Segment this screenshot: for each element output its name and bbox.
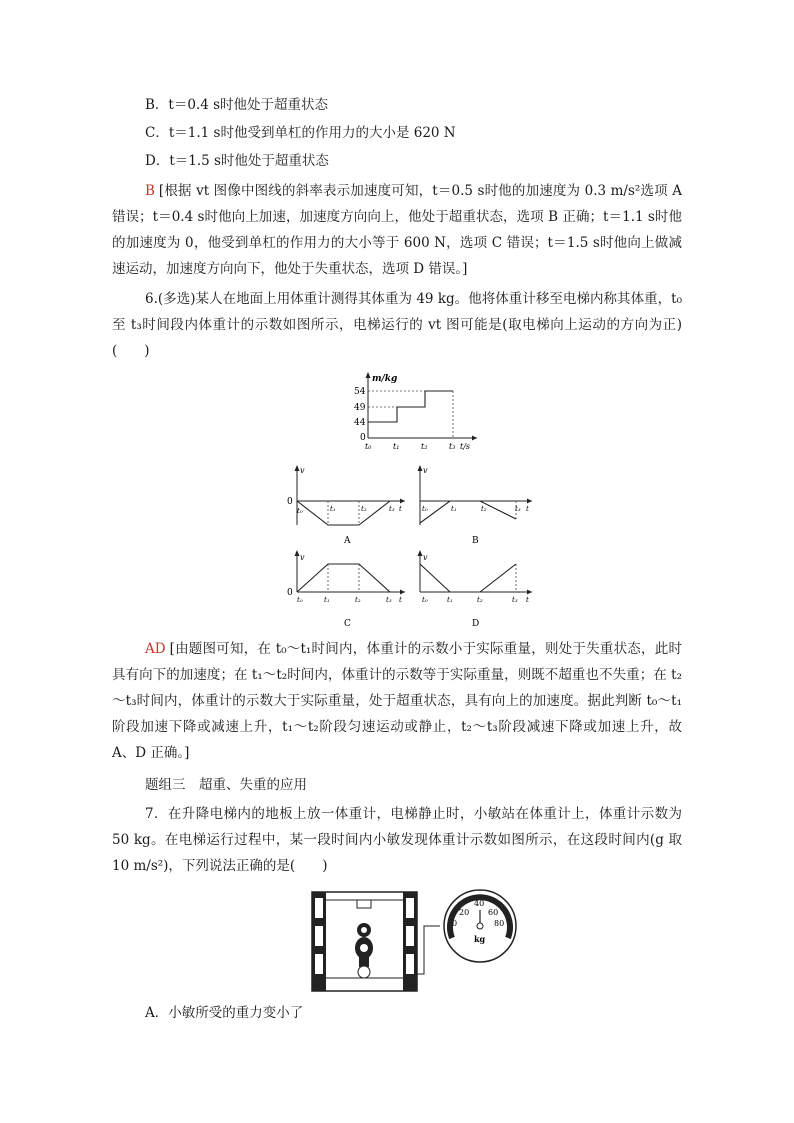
mass-tick-44: 44: [354, 418, 366, 428]
svg-text:t₁: t₁: [330, 505, 336, 513]
answer-letter: B: [145, 183, 155, 199]
svg-text:0: 0: [287, 588, 293, 598]
option-c: C．t＝1.1 s时他受到单杠的作用力的大小是 620 N: [145, 125, 456, 141]
mass-x-tick-t0: t₀: [365, 442, 372, 451]
svg-text:t₀: t₀: [422, 596, 428, 604]
caption-d: D: [472, 619, 480, 629]
question-6-text: 6.(多选)某人在地面上用体重计测得其体重为 49 kg。他将体重计移至电梯内称其体重，t₀至 t₃时间段内体重计的示数如图所示，电梯运行的 vt 图可能是(取电梯向上运动的方向为正)( ): [112, 291, 682, 359]
elevator-scale-figure: [310, 886, 520, 994]
svg-text:t₃: t₃: [515, 505, 521, 513]
question-7-text: 7．在升降电梯内的地板上放一体重计，电梯静止时，小敏站在体重计上，体重计示数为 50 kg。在电梯运行过程中，某一段时间内小敏发现体重计示数如图所示，在这段时间内(g 取 10 m/s²)，下列说法正确的是( ): [112, 806, 682, 874]
person-icon: [355, 923, 373, 967]
mass-time-figure: [352, 368, 482, 453]
vt-graph-c: [283, 548, 408, 630]
svg-text:v: v: [300, 553, 305, 562]
answer-text: [根据 vt 图像中图线的斜率表示加速度可知，t＝0.5 s时他的加速度为 0.3 m/s²选项 A 错误；t＝0.4 s时他向上加速，加速度方向向上，他处于超重状态，选项 B 正确；t＝1.1 s时他的加速度为 0，他受到单杠的作用力的大小等于 600 N，选项 C 错误；t＝1.5 s时他向上做减速运动，加速度方向向下，他处于失重状态，选项 D 错误。]: [112, 183, 682, 277]
svg-text:t₂: t₂: [355, 596, 361, 604]
option-q7-a: A．小敏所受的重力变小了: [145, 1005, 304, 1021]
answer-explanation-q6: [112, 636, 682, 766]
svg-text:t₁: t₁: [324, 596, 330, 604]
answer-explanation-q5: [112, 178, 682, 282]
svg-text:20: 20: [459, 908, 470, 917]
vt-graph-a: [283, 463, 408, 548]
caption-c: C: [344, 619, 351, 629]
answer-letter-q6: AD: [145, 641, 166, 657]
svg-text:t: t: [526, 596, 529, 604]
vt-graph-b: [410, 463, 535, 548]
scale-dial: [444, 890, 516, 962]
svg-text:t₀: t₀: [297, 507, 303, 515]
svg-text:t₃: t₃: [386, 596, 392, 604]
mass-x-axis-label: t/s: [460, 442, 471, 451]
scale-icon: [358, 966, 370, 978]
svg-text:v: v: [423, 553, 428, 562]
svg-text:t₂: t₂: [481, 505, 487, 513]
svg-text:t: t: [399, 596, 402, 604]
mass-tick-0: 0: [360, 433, 366, 443]
vt-graph-d: [410, 548, 535, 630]
svg-text:t₂: t₂: [361, 505, 367, 513]
caption-b: B: [472, 536, 479, 546]
mass-tick-49: 49: [354, 403, 366, 413]
svg-text:t₂: t₂: [477, 596, 483, 604]
mass-tick-54: 54: [354, 387, 366, 397]
mass-x-tick-t3: t₃: [449, 442, 456, 451]
mass-x-tick-t1: t₁: [393, 442, 400, 451]
mass-x-tick-t2: t₂: [421, 442, 428, 451]
svg-text:80: 80: [494, 919, 505, 928]
svg-text:t₃: t₃: [512, 596, 518, 604]
caption-a: A: [344, 536, 351, 546]
mass-axis-label: m/kg: [372, 374, 398, 384]
svg-text:t: t: [526, 505, 529, 513]
svg-text:0: 0: [452, 919, 458, 928]
option-b: B．t＝0.4 s时他处于超重状态: [145, 97, 329, 113]
mass-step-line: [368, 391, 453, 422]
svg-text:t₃: t₃: [389, 505, 395, 513]
answer-text-q6: [由题图可知，在 t₀～t₁时间内，体重计的示数小于实际重量，则处于失重状态，此时具有向下的加速度；在 t₁～t₂时间内，体重计的示数等于实际重量，则既不超重也不失重；在 t₂～t₃时间内，体重计的示数大于实际重量，处于超重状态，具有向上的加速度。据此判断 t₀～t₁阶段加速下降或减速上升，t₁～t₂阶段匀速运动或静止，t₂～t₃阶段减速下降或加速上升，故 A、D 正确。]: [112, 641, 682, 761]
svg-text:t₀: t₀: [422, 505, 428, 513]
svg-text:t₁: t₁: [447, 596, 453, 604]
svg-text:t₁: t₁: [451, 505, 457, 513]
dial-unit-label: kg: [474, 934, 486, 944]
option-d: D．t＝1.5 s时他处于超重状态: [145, 153, 329, 169]
svg-text:t₀: t₀: [297, 596, 303, 604]
svg-text:0: 0: [287, 497, 293, 507]
svg-text:60: 60: [488, 908, 499, 917]
svg-text:v: v: [300, 466, 305, 475]
svg-text:v: v: [423, 466, 428, 475]
section-heading: 题组三 超重、失重的应用: [145, 777, 307, 793]
svg-text:40: 40: [474, 899, 485, 908]
svg-text:t: t: [399, 505, 402, 513]
